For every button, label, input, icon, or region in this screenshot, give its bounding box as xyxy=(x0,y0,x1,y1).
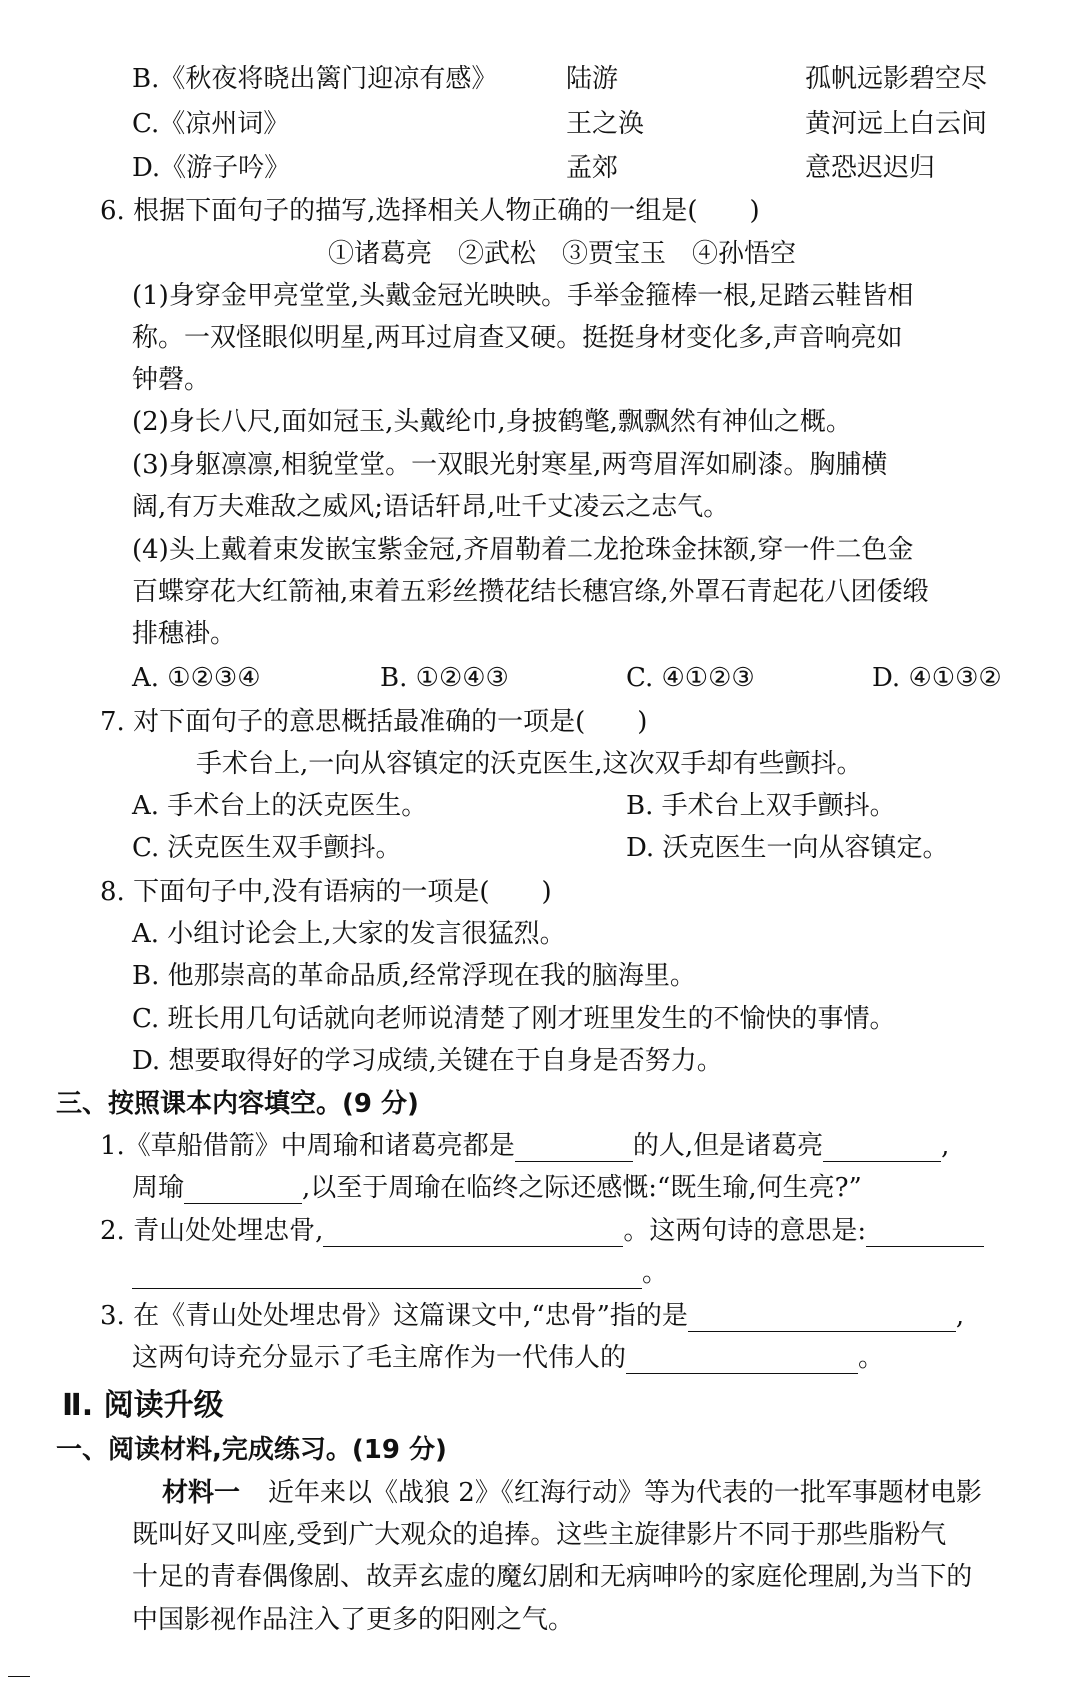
fill-3-text-b: , xyxy=(955,1301,965,1331)
q6-passage-3-line-2: 阔,有万夫难敌之威风;语话轩昂,吐千丈凌云之志气。 xyxy=(132,492,730,522)
q7-choice-b[interactable]: B. 手术台上双手颤抖。 xyxy=(626,791,896,821)
fill-2-line-2 xyxy=(132,1257,668,1289)
fill-3-line-1 xyxy=(100,1300,964,1332)
fill-1-text-b: 的人,但是诸葛亮 xyxy=(632,1131,824,1161)
q6-passage-4-line-3: 排穗褂。 xyxy=(132,619,237,649)
q8-choice-a[interactable]: A. 小组讨论会上,大家的发言很猛烈。 xyxy=(132,919,566,949)
q5-option-b-line xyxy=(805,63,987,95)
fill-3-text-d: 。 xyxy=(858,1343,885,1373)
q6-passage-1-line-3: 钟磬。 xyxy=(132,365,211,395)
q5-author: 王之涣 xyxy=(566,109,645,139)
fill-2-text-c: 。 xyxy=(642,1258,669,1288)
q6-choice-a[interactable]: A. ①②③④ xyxy=(132,663,261,693)
fill-2-blank-1[interactable] xyxy=(323,1220,623,1247)
fill-1-line-1 xyxy=(100,1130,949,1162)
q5-poem-line: 孤帆远影碧空尽 xyxy=(805,64,988,94)
fill-1-line-2 xyxy=(132,1172,862,1204)
q5-option-label: D.《游子吟》 xyxy=(132,153,291,183)
q5-option-d-author xyxy=(566,152,618,184)
q6-choice-b[interactable]: B. ①②④③ xyxy=(380,663,509,693)
q8-choice-d[interactable]: D. 想要取得好的学习成绩,关键在于自身是否努力。 xyxy=(132,1046,723,1076)
q7-choice-a[interactable]: A. 手术台上的沃克医生。 xyxy=(132,791,428,821)
q5-option-d-line xyxy=(805,152,935,184)
fill-2-blank-2[interactable] xyxy=(866,1220,984,1247)
q6-choice-c[interactable]: C. ④①②③ xyxy=(626,663,755,693)
reading-1-heading: 一、阅读材料,完成练习。(19 分) xyxy=(56,1435,447,1465)
q6-passage-1-line-1: (1)身穿金甲亮堂堂,头戴金冠光映映。手举金箍棒一根,足踏云鞋皆相 xyxy=(132,281,914,311)
material-1-line-4: 中国影视作品注入了更多的阳刚之气。 xyxy=(132,1605,575,1635)
fill-1-text-d: 周瑜 xyxy=(132,1173,185,1203)
q6-passage-2: (2)身长八尺,面如冠玉,头戴纶巾,身披鹤氅,飘飘然有神仙之概。 xyxy=(132,407,852,437)
page-edge-mark xyxy=(8,1676,30,1677)
fill-1-blank-2[interactable] xyxy=(823,1135,941,1162)
q5-option-c-author xyxy=(566,108,644,140)
q5-poem-line: 意恐迟迟归 xyxy=(805,153,936,183)
q6-passage-4-line-2: 百蝶穿花大红箭袖,束着五彩丝攒花结长穗宫绦,外罩石青起花八团倭缎 xyxy=(132,577,929,607)
q6-stem: 6. 根据下面句子的描写,选择相关人物正确的一组是( ) xyxy=(100,196,760,226)
fill-2-blank-3[interactable] xyxy=(132,1262,642,1289)
fill-2-line-1 xyxy=(100,1215,984,1247)
q7-choice-d[interactable]: D. 沃克医生一向从容镇定。 xyxy=(626,833,949,863)
q7-choice-c[interactable]: C. 沃克医生双手颤抖。 xyxy=(132,833,402,863)
q6-choice-d[interactable]: D. ④①③② xyxy=(872,663,1002,693)
q5-option-label: B.《秋夜将晓出篱门迎凉有感》 xyxy=(132,64,498,94)
fill-1-text-a: 1.《草船借箭》中周瑜和诸葛亮都是 xyxy=(100,1131,515,1161)
fill-1-text-e: ,以至于周瑜在临终之际还感慨:“既生瑜,何生亮?” xyxy=(302,1173,862,1203)
fill-2-text-b: 。这两句诗的意思是: xyxy=(623,1216,867,1246)
fill-3-text-c: 这两句诗充分显示了毛主席作为一代伟人的 xyxy=(132,1343,627,1373)
q8-choice-c[interactable]: C. 班长用几句话就向老师说清楚了刚才班里发生的不愉快的事情。 xyxy=(132,1004,896,1034)
q5-poem-line: 黄河远上白云间 xyxy=(805,109,988,139)
q5-author: 陆游 xyxy=(566,64,619,94)
material-1-text: 近年来以《战狼 2》《红海行动》等为代表的一批军事题材电影 xyxy=(268,1478,982,1508)
q6-names: ①诸葛亮 ②武松 ③贾宝玉 ④孙悟空 xyxy=(328,239,797,269)
q5-option-b-author xyxy=(566,63,618,95)
q5-option-d xyxy=(132,152,290,184)
part-2-heading: Ⅱ. 阅读升级 xyxy=(62,1388,224,1423)
q6-passage-3-line-1: (3)身躯凛凛,相貌堂堂。一双眼光射寒星,两弯眉浑如刷漆。胸脯横 xyxy=(132,450,888,480)
fill-3-text-a: 3. 在《青山处处埋忠骨》这篇课文中,“忠骨”指的是 xyxy=(100,1301,688,1331)
q5-option-label: C.《凉州词》 xyxy=(132,109,290,139)
fill-1-blank-1[interactable] xyxy=(515,1135,633,1162)
q8-choice-b[interactable]: B. 他那崇高的革命品质,经常浮现在我的脑海里。 xyxy=(132,961,696,991)
q5-option-c xyxy=(132,108,289,140)
fill-1-text-c: , xyxy=(941,1131,950,1161)
q5-option-c-line xyxy=(805,108,987,140)
fill-3-blank-2[interactable] xyxy=(626,1347,858,1374)
fill-2-text-a: 2. 青山处处埋忠骨, xyxy=(100,1216,324,1246)
q5-author: 孟郊 xyxy=(566,153,619,183)
fill-3-blank-1[interactable] xyxy=(688,1305,956,1332)
q6-passage-4-line-1: (4)头上戴着束发嵌宝紫金冠,齐眉勒着二龙抢珠金抹额,穿一件二色金 xyxy=(132,535,914,565)
material-1-label: 材料一 xyxy=(162,1478,241,1508)
fill-3-line-2 xyxy=(132,1342,884,1374)
q7-sentence: 手术台上,一向从容镇定的沃克医生,这次双手却有些颤抖。 xyxy=(196,749,863,779)
section-3-heading: 三、按照课本内容填空。(9 分) xyxy=(56,1089,419,1119)
material-1-line-1 xyxy=(162,1477,982,1509)
q7-stem: 7. 对下面句子的意思概括最准确的一项是( ) xyxy=(100,707,648,737)
material-1-line-3: 十足的青春偶像剧、故弄玄虚的魔幻剧和无病呻吟的家庭伦理剧,为当下的 xyxy=(132,1562,973,1592)
q5-option-b xyxy=(132,63,497,95)
q6-passage-1-line-2: 称。一双怪眼似明星,两耳过肩查又硬。挺挺身材变化多,声音响亮如 xyxy=(132,323,903,353)
fill-1-blank-3[interactable] xyxy=(184,1177,302,1204)
material-1-line-2: 既叫好又叫座,受到广大观众的追捧。这些主旋律影片不同于那些脂粉气 xyxy=(132,1520,947,1550)
q8-stem: 8. 下面句子中,没有语病的一项是( ) xyxy=(100,877,552,907)
